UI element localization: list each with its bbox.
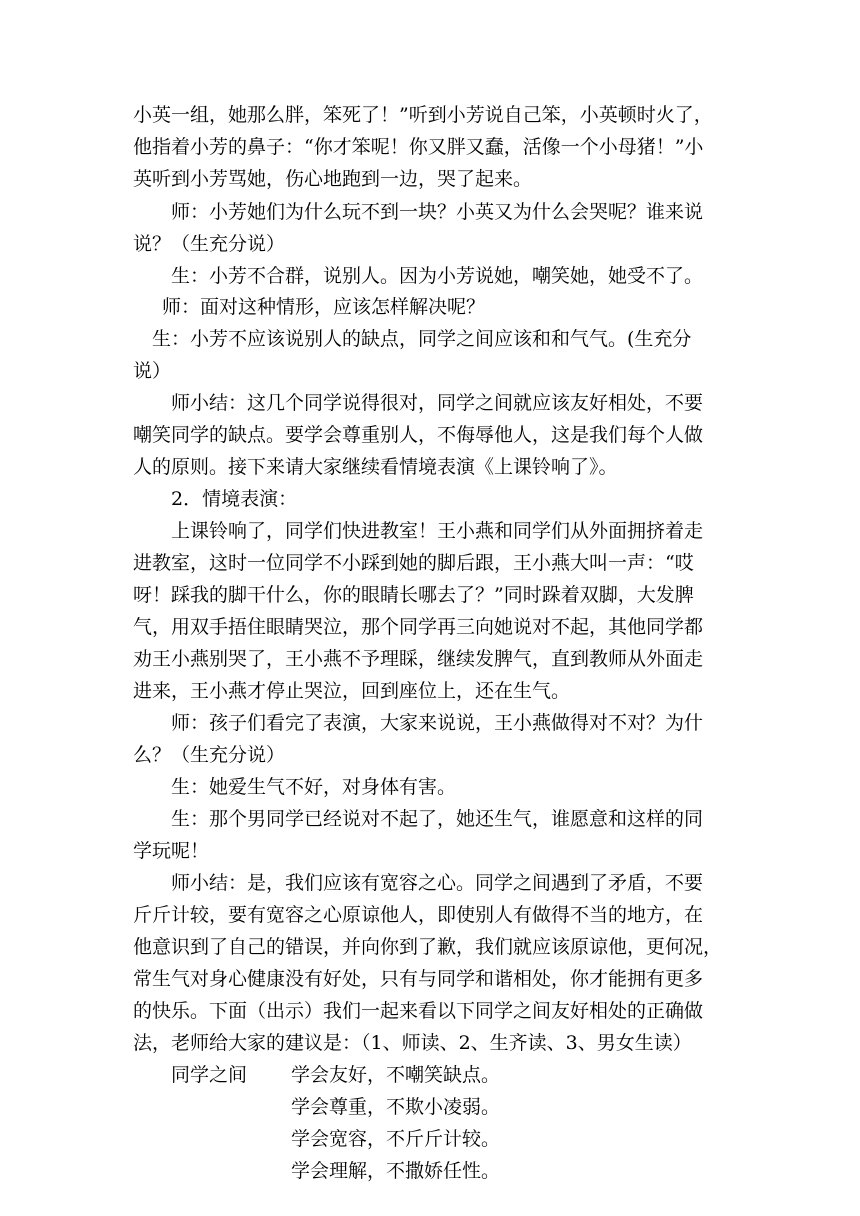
text-line: 学玩呢！ [133,840,210,862]
text-line: 气，用双手捂住眼睛哭泣，那个同学再三向她说对不起，其他同学都 [133,616,704,638]
rule-item: 学会尊重，不欺小凌弱。 [291,1096,501,1118]
text-line: 嘲笑同学的缺点。要学会尊重别人，不侮辱他人，这是我们每个人做 [133,424,704,446]
text-line: 生：小芳不合群，说别人。因为小芳说她，嘲笑她，她受不了。 [171,265,704,287]
text-line: 师小结：是，我们应该有宽容之心。同学之间遇到了矛盾，不要 [171,872,704,894]
text-line: 呀！踩我的脚干什么，你的眼睛长哪去了？”同时跺着双脚，大发脾 [133,584,694,606]
text-line: 么？（生充分说） [133,744,286,766]
text-line: 劝王小燕别哭了，王小燕不予理睬，继续发脾气，直到教师从外面走 [133,648,704,670]
text-line: 常生气对身心健康没有好处，只有与同学和谐相处，你才能拥有更多 [133,968,704,990]
text-line: 师：面对这种情形，应该怎样解决呢？ [162,296,486,318]
rules-heading: 同学之间 [171,1064,248,1086]
text-line: 小英一组，她那么胖，笨死了！”听到小芳说自己笨，小英顿时火了， [133,104,713,126]
text-line: 人的原则。接下来请大家继续看情境表演《上课铃响了》。 [133,456,618,478]
text-line: 说） [133,360,172,382]
text-line: 斤斤计较，要有宽容之心原谅他人，即使别人有做得不当的地方，在 [133,904,704,926]
text-line: 他指着小芳的鼻子：“你才笨呢！你又胖又蠢，活像一个小母猪！”小 [133,136,704,158]
text-line: 师：孩子们看完了表演，大家来说说，王小燕做得对不对？为什 [171,712,704,734]
text-line: 说？（生充分说） [133,233,286,255]
rule-item: 学会友好，不嘲笑缺点。 [291,1064,501,1086]
rule-item: 学会理解，不撒娇任性。 [291,1160,501,1182]
text-line: 进来，王小燕才停止哭泣，回到座位上，还在生气。 [133,680,571,702]
text-line: 师：小芳她们为什么玩不到一块？小英又为什么会哭呢？谁来说 [171,201,704,223]
text-line: 英听到小芳骂她，伤心地跑到一边，哭了起来。 [133,168,533,190]
text-line: 生：小芳不应该说别人的缺点，同学之间应该和和气气。(生充分 [152,328,692,350]
rule-item: 学会宽容，不斤斤计较。 [291,1128,501,1150]
text-line: 进教室，这时一位同学不小踩到她的脚后跟，王小燕大叫一声：“哎 [133,552,694,574]
section-heading: 2．情境表演： [171,488,298,510]
text-line: 上课铃响了，同学们快进教室！王小燕和同学们从外面拥挤着走 [171,520,704,542]
text-line: 生：她爱生气不好，对身体有害。 [171,776,457,798]
text-line: 的快乐。下面（出示）我们一起来看以下同学之间友好相处的正确做 [133,1000,704,1022]
text-line: 他意识到了自己的错误，并向你到了歉，我们就应该原谅他，更何况， [133,936,723,958]
text-line: 法，老师给大家的建议是：（1、师读、2、生齐读、3、男女生读） [133,1032,692,1054]
text-line: 师小结：这几个同学说得很对，同学之间就应该友好相处，不要 [171,392,704,414]
text-line: 生：那个男同学已经说对不起了，她还生气，谁愿意和这样的同 [171,808,704,830]
